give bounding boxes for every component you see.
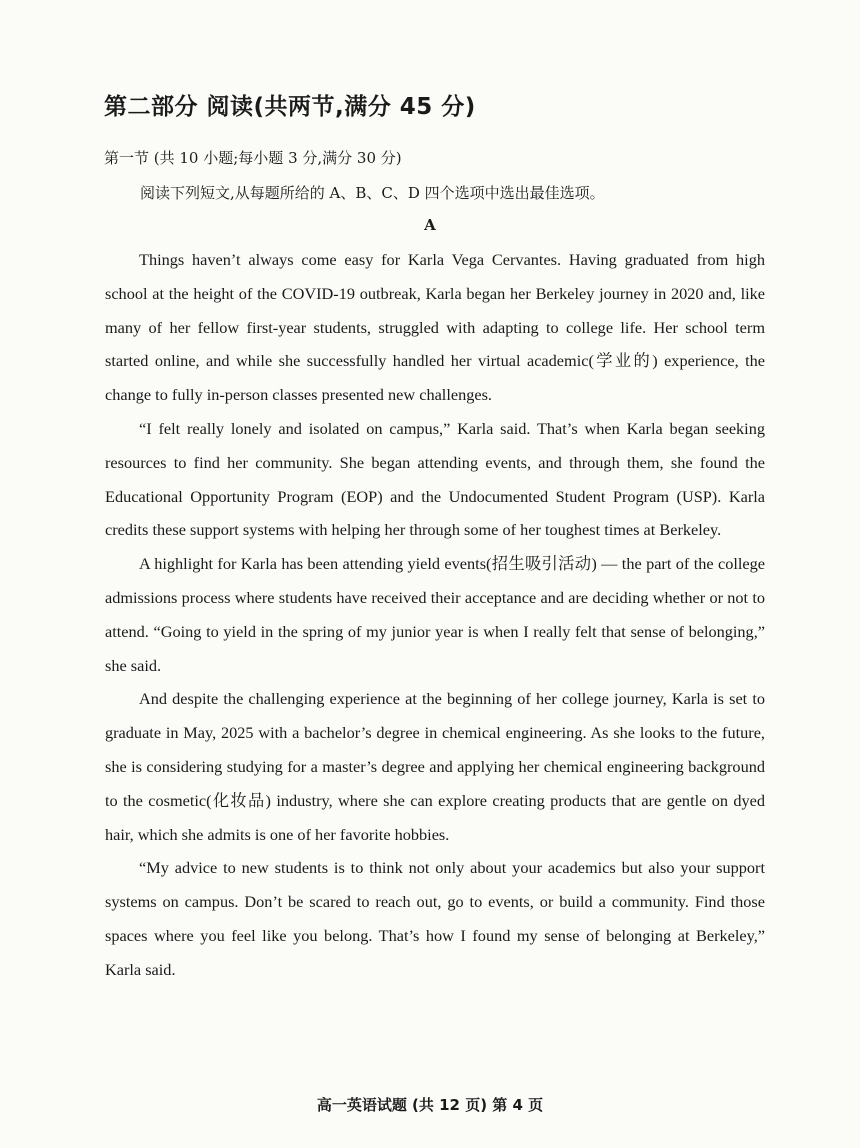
part-title: 第二部分 阅读(共两节,满分 45 分) [104,94,476,120]
paragraph-4: And despite the challenging experience at the beginning of her college journey, Karla is set to graduate in May, 2025 with a bachelor’s degree in chemical engineering. As she looks to the future, she is considering studying for a master’s degree and applying her chemical engineering background to the cosmetic(化妆品) industry, where she can explore creating products that are gentle on dyed hair, which she admits is one of her favorite hobbies. [105,689,765,844]
section-title: 第一节 (共 10 小题;每小题 3 分,满分 30 分) [104,149,402,167]
instruction-text: 阅读下列短文,从每题所给的 A、B、C、D 四个选项中选出最佳选项。 [140,184,605,202]
passage-body [105,243,765,987]
paragraph-1: Things haven’t always come easy for Karla Vega Cervantes. Having graduated from high school at the height of the COVID-19 outbreak, Karla began her Berkeley journey in 2020 and, like many of her fellow first-year students, struggled with adapting to college life. Her school term started online, and while she successfully handled her virtual academic(学业的) experience, the change to fully in-person classes presented new challenges. [105,250,765,405]
passage-label: A [424,216,436,234]
paragraph-2: “I felt really lonely and isolated on campus,” Karla said. That’s when Karla began seeking resources to find her community. She began attending events, and through them, she found the Educational Opportunity Program (EOP) and the Undocumented Student Program (USP). Karla credits these support systems with helping her through some of her toughest times at Berkeley. [105,418,765,540]
page-footer: 高一英语试题 (共 12 页) 第 4 页 [316,1096,544,1114]
paragraph-5: “My advice to new students is to think not only about your academics but also your support systems on campus. Don’t be scared to reach out, go to events, or build a community. Find those spaces where you feel like you belong. That’s how I found my sense of belonging at Berkeley,” Karla said. [105,858,765,979]
paragraph-3: A highlight for Karla has been attending yield events(招生吸引活动) — the part of the college admissions process where students have received their acceptance and are deciding whether or not to attend. “Going to yield in the spring of my junior year is when I really felt that sense of belonging,” she said. [105,554,765,675]
